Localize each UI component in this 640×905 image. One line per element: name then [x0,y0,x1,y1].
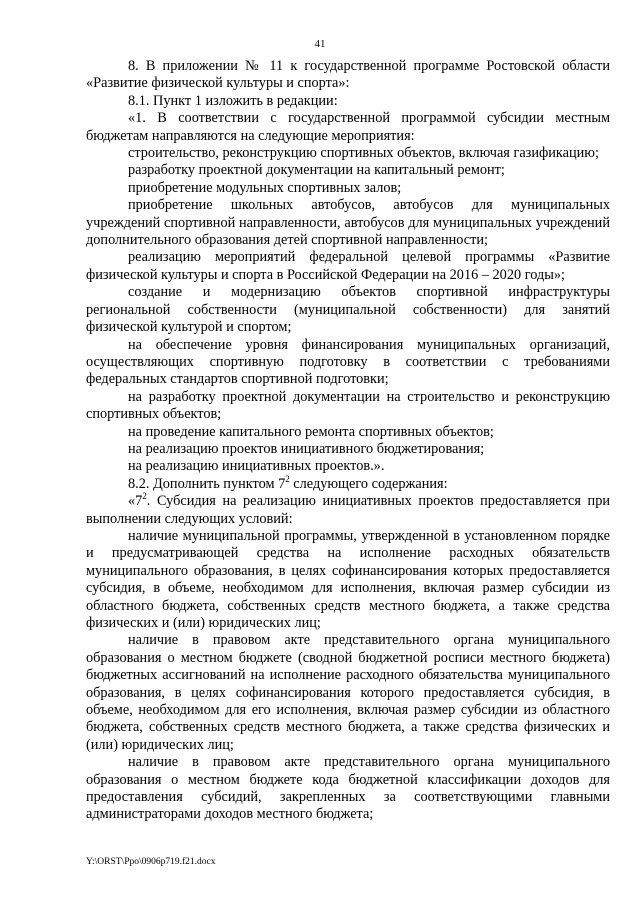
paragraph: наличие в правовом акте представительного органа муниципального образования о местном бюджете кода бюджетной классификации доходов для предоставления субсидий, закрепленных за соответствующими главными администраторами доходов местного бюджета; [86,754,610,823]
text-fragment: 8.2. Дополнить пунктом 7 [128,475,286,492]
paragraph: на разработку проектной документации на строительство и реконструкцию спортивных объектов; [86,388,610,423]
paragraph: приобретение школьных автобусов, автобусов для муниципальных учреждений спортивной направленности, автобусов для муниципальных учреждений дополнительного образования детей спортивной направленности; [86,197,610,249]
paragraph-item-8-2 [86,473,610,493]
paragraph: реализацию мероприятий федеральной целевой программы «Развитие физической культуры и спорта в Российской Федерации на 2016 – 2020 годы»; [86,249,610,283]
paragraph: наличие муниципальной программы, утвержденной в установленном порядке и предусматривающей средства на исполнение расходных обязательств муниципального образования, в целях софинансирования которых предоставляется субсидия, в объеме, необходимом для исполнения, включая размер субсидии из областного бюджета, собственных средств местного бюджета, а также средства физических и (или) юридических лиц; [86,527,610,631]
paragraph: приобретение модульных спортивных залов; [128,179,402,196]
superscript: 2 [285,473,290,484]
superscript: 2 [142,491,147,502]
paragraph: на реализацию проектов инициативного бюджетирования; [128,440,485,457]
paragraph: создание и модернизацию объектов спортивной инфраструктуры региональной собственности (муниципальной собственности) для занятий физической культурой и спортом; [86,284,610,336]
paragraph: «1. В соответствии с государственной программой субсидии местным бюджетам направляются на следующие мероприятия: [86,110,610,144]
paragraph: на реализацию инициативных проектов.». [128,458,385,475]
text-fragment: следующего содержания: [289,475,448,492]
text-fragment: «7 [128,493,143,510]
paragraph: разработку проектной документации на капитальный ремонт; [128,162,505,179]
paragraph: на обеспечение уровня финансирования муниципальных организаций, осуществляющих спортивную подготовку в соответствии с требованиями федеральных стандартов спортивной подготовки; [86,336,610,388]
paragraph: наличие в правовом акте представительного органа муниципального образования о местном бюджете (сводной бюджетной росписи местного бюджета) бюджетных ассигнований на исполнение расходного обязательства муниципального образования, в целях софинансирования которого предоставляется субсидия, в объеме, необходимом для его исполнения, включая размер субсидии из областного бюджета, собственных средств местного бюджета, а также средства физических и (или) юридических лиц; [86,632,610,753]
document-body [86,58,610,824]
footer-file-path: Y:\ORST\Ppo\0906p719.f21.docx [86,857,216,867]
page-number: 41 [314,38,326,50]
paragraph: 8. В приложении № 11 к государственной программе Ростовской области «Развитие физической культуры и спорта»: [86,58,610,92]
paragraph: строительство, реконструкцию спортивных объектов, включая газификацию; [128,145,599,162]
paragraph: 8.1. Пункт 1 изложить в редакции: [128,92,338,109]
paragraph: на проведение капитального ремонта спортивных объектов; [128,423,494,440]
paragraph-item-7-2 [86,493,610,528]
text-fragment: . Субсидия на реализацию инициативных проектов предоставляется при выполнении следующих условий: [86,493,610,527]
